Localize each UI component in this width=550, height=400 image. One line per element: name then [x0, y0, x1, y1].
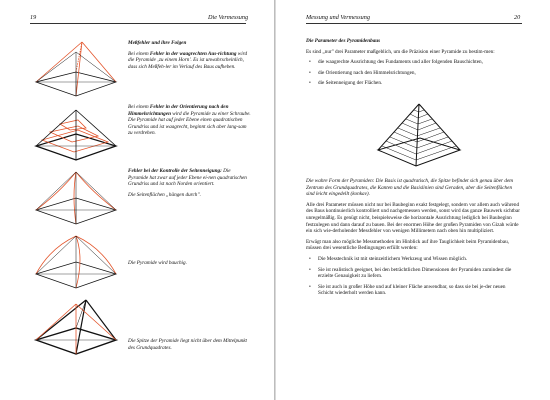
left-header-rule	[30, 23, 246, 24]
text-part: Die Pyramide hat zwar auf jeder Ebene ei-nen quadratischen Grundriss und ist nach Norden orientiert.	[128, 168, 247, 188]
right-folio: 20	[514, 14, 521, 21]
text-part: wird die Pyramide ‚zu einem Horn'. Es ist unwahrscheinlich, dass sich Meßfeh-ler im Verlauf des Baus aufheben.	[128, 50, 248, 70]
left-text-block-3	[128, 168, 252, 202]
paragraph-body-2: Erwägt man also mögliche Messmethoden im Hinblick auf ihre Tauglichkeit beim Pyramidenbau, müssen drei wesentliche Bedingungen erfüllt werden:	[306, 238, 509, 252]
text-part: Bei einem	[128, 50, 150, 57]
left-text-block-2	[128, 104, 252, 141]
list-item: • die Orientierung nach den Himmelsrichtungen,	[306, 70, 521, 77]
caption-bulging: Die Pyramide wird bauchig.	[128, 260, 187, 266]
pyramid-figure-orientation-error	[30, 102, 122, 164]
left-text-block-4	[128, 260, 252, 271]
conditions-list	[306, 256, 521, 297]
list-item: • die Seitenneigung der Flächen.	[306, 80, 521, 87]
text-bold: Fehler bei der Kontrolle der Seitenneigung:	[128, 168, 222, 174]
right-text-top	[306, 38, 521, 91]
caption-sagging: Die Seitenflächen „hängen durch".	[128, 191, 201, 198]
right-text-bottom	[306, 178, 521, 301]
text-part: wird die Pyramide zu einer Schraube. Die Pyramide hat auf jeder Ebene einen quadratischen Grundriss und ist waagrecht, beginnt sich aber lang-sam zu verdrehen.	[128, 110, 251, 137]
parameter-list	[306, 59, 521, 87]
paragraph-slope-error	[128, 168, 252, 188]
text-part: Bei einem	[128, 104, 150, 110]
left-running-head: Die Vermessung	[208, 14, 249, 21]
left-text-block-5	[128, 338, 252, 355]
right-page	[276, 0, 550, 400]
paragraph-level-error	[128, 51, 252, 71]
figure-caption: Die wahre Form der Pyramiden: Die Basis ist quadratisch, die Spitze befindet sich genau über dem Zentrum des Grundquadrates, die Kanten und die Basislinien sind Geraden, aber die Seitenflächen sind leicht eingedellt (konkav).	[306, 178, 513, 198]
text-bold: Fehler in der waagrechten Aus-richtung	[149, 50, 237, 57]
left-folio: 19	[30, 14, 37, 21]
pyramid-figure-sagging-faces	[30, 166, 122, 228]
pyramid-figure-bulging	[30, 230, 122, 292]
section-heading-measurement-errors: Meßfehler und ihre Folgen	[128, 40, 187, 46]
left-text-block-1	[128, 40, 252, 74]
paragraph-intro: Es sind „nur" drei Parameter maßgeblich, um die Präzision einer Pyramide zu bestim-men:	[306, 48, 495, 55]
text-bold: Fehler in der Orientierung nach den Himmelsrichtungen	[128, 104, 229, 117]
list-item: • Sie ist realistisch geeignet, bei den beträchtlichen Dimensionen der Pyramiden zumindest die erzielte Genauigkeit zu liefern.	[306, 267, 521, 280]
right-running-head: Messung und Vermessung	[306, 14, 370, 21]
paragraph-orientation-error	[128, 104, 252, 137]
right-header-rule	[306, 23, 522, 24]
list-item: • Die Messtechnik ist mit steinzeitlichem Werkzeug und Wissen möglich.	[306, 256, 521, 263]
pyramid-figure-true-form	[374, 100, 464, 175]
list-item: • die waagrechte Ausrichtung des Fundaments und aller folgenden Bauschichten,	[306, 59, 521, 66]
pyramid-figure-offset-apex	[30, 294, 122, 358]
pyramid-figure-level-error	[30, 38, 122, 100]
list-item: • Sie ist auch in großer Höhe und auf kleiner Fläche anwendbar, so dass sie bei je-der neuen Schicht wiederholt werden kann.	[306, 284, 521, 297]
section-heading-parameters: Die Parameter des Pyramidenbaus	[306, 38, 381, 44]
caption-offset-apex: Die Spitze der Pyramide liegt nicht über dem Mittelpunkt des Grundquadrates.	[128, 338, 247, 351]
paragraph-body-1: Alle drei Parameter müssen nicht nur bei Baubeginn exakt festgelegt, sondern vor allem auch während des Baus kontinuierlich kontrolliert und nachgemessen werden, sonst wird das ganze Bauwerk sichtbar unregelmäßig. Es genügt nicht, beispielsweise die horizontale Ausrichtung lediglich bei Baubeginn festzulegen und dann darauf zu bauen. Bei der enormen Höhe der großen Pyramiden von Gizah würde ein sich wie-derholender Messfehler von wenigen Millimetern nach oben hin multipliziert.	[306, 201, 520, 235]
